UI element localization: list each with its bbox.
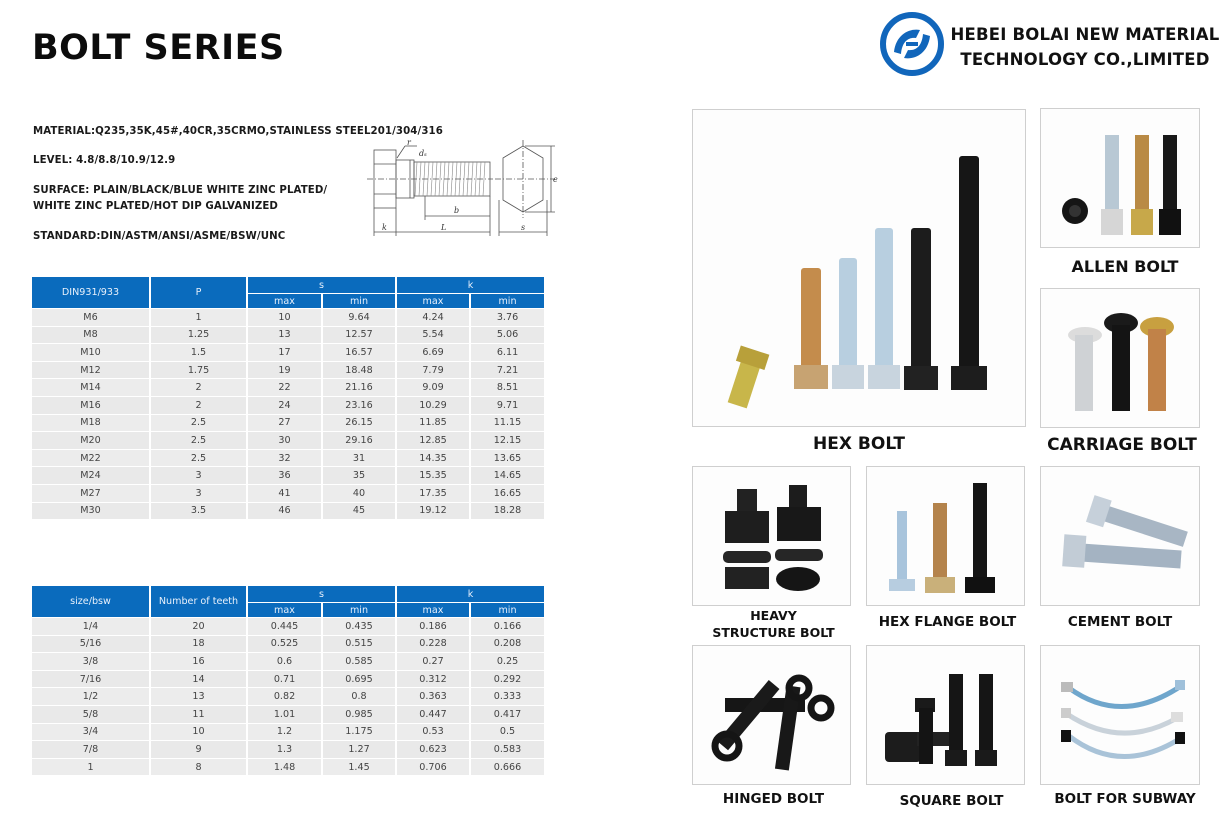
cell-s-min: 18.48: [323, 362, 395, 379]
spec-standard: STANDARD:DIN/ASTM/ANSI/ASME/BSW/UNC: [33, 231, 286, 242]
cell-s-max: 19: [248, 362, 321, 379]
cell-k-max: 4.24: [397, 309, 469, 326]
cell-pitch: 10: [151, 724, 246, 741]
cell-k-min: 6.11: [471, 344, 544, 361]
table-row: [32, 450, 544, 467]
cell-k-max: 12.85: [397, 432, 469, 449]
header-k: k: [397, 586, 544, 602]
cell-s-min: 16.57: [323, 344, 395, 361]
cell-pitch: 1.75: [151, 362, 246, 379]
table-row: [32, 485, 544, 502]
dim-label-ds: dₛ: [419, 149, 427, 158]
table-row: [32, 706, 544, 723]
cell-k-max: 11.85: [397, 415, 469, 432]
product-label-subway-bolt: BOLT FOR SUBWAY: [1054, 791, 1196, 807]
cell-s-max: 0.525: [248, 636, 321, 653]
cell-s-max: 13: [248, 327, 321, 344]
dim-label-r: r: [407, 138, 411, 147]
table-row: [32, 724, 544, 741]
cell-s-max: 30: [248, 432, 321, 449]
square-bolt-illustration-icon: [867, 646, 1025, 785]
cell-k-max: 19.12: [397, 503, 469, 520]
header-size: size/bsw: [32, 586, 149, 617]
cell-k-min: 0.417: [471, 706, 544, 723]
cell-s-min: 1.45: [323, 759, 395, 776]
company-name: [950, 22, 1220, 72]
cement-bolt-illustration-icon: [1041, 467, 1200, 606]
cell-s-min: 21.16: [323, 379, 395, 396]
metric-dimension-table: [30, 276, 546, 520]
cell-pitch: 2.5: [151, 450, 246, 467]
cell-k-min: 11.15: [471, 415, 544, 432]
cell-s-min: 1.175: [323, 724, 395, 741]
cell-k-max: 10.29: [397, 397, 469, 414]
cell-k-min: 0.25: [471, 653, 544, 670]
company-name-line1: HEBEI BOLAI NEW MATERIAL: [950, 25, 1220, 44]
cell-pitch: 16: [151, 653, 246, 670]
cell-pitch: 13: [151, 688, 246, 705]
cell-s-max: 32: [248, 450, 321, 467]
cell-s-max: 1.3: [248, 741, 321, 758]
table-row: [32, 759, 544, 776]
cell-s-min: 9.64: [323, 309, 395, 326]
cell-s-max: 0.445: [248, 618, 321, 635]
dim-label-b: b: [454, 206, 460, 215]
product-image-hex-bolt: [692, 109, 1026, 427]
carriage-bolt-illustration-icon: [1041, 289, 1200, 428]
header-s-min: min: [323, 294, 395, 308]
cell-k-max: 0.228: [397, 636, 469, 653]
cell-s-min: 0.8: [323, 688, 395, 705]
header-k: k: [397, 277, 544, 293]
cell-size: M14: [32, 379, 149, 396]
metric-table-body: [32, 309, 544, 519]
cell-size: 3/4: [32, 724, 149, 741]
cell-k-min: 3.76: [471, 309, 544, 326]
cell-size: 1/4: [32, 618, 149, 635]
header-k-min: min: [471, 294, 544, 308]
cell-s-min: 29.16: [323, 432, 395, 449]
cell-pitch: 1: [151, 309, 246, 326]
hinged-bolt-illustration-icon: [693, 646, 851, 785]
cell-s-max: 1.2: [248, 724, 321, 741]
cell-k-max: 5.54: [397, 327, 469, 344]
cell-pitch: 2: [151, 379, 246, 396]
heavy-structure-bolt-illustration-icon: [693, 467, 851, 606]
cell-size: 7/16: [32, 671, 149, 688]
product-image-subway-bolt: [1040, 645, 1200, 785]
cell-k-min: 13.65: [471, 450, 544, 467]
cell-size: 3/8: [32, 653, 149, 670]
bsw-dimension-table: [30, 585, 546, 776]
cell-pitch: 2.5: [151, 415, 246, 432]
cell-s-min: 12.57: [323, 327, 395, 344]
cell-s-max: 27: [248, 415, 321, 432]
cell-s-max: 0.6: [248, 653, 321, 670]
header-k-min: min: [471, 603, 544, 617]
cell-s-min: 35: [323, 467, 395, 484]
cell-k-max: 0.312: [397, 671, 469, 688]
header-s: s: [248, 586, 395, 602]
product-label-heavy-structure-bolt: [692, 607, 855, 641]
cell-size: M6: [32, 309, 149, 326]
cell-k-max: 7.79: [397, 362, 469, 379]
cell-pitch: 3: [151, 485, 246, 502]
cell-k-max: 9.09: [397, 379, 469, 396]
header-standard: DIN931/933: [32, 277, 149, 308]
table-row: [32, 327, 544, 344]
cell-size: 5/16: [32, 636, 149, 653]
cell-k-min: 0.666: [471, 759, 544, 776]
table-row: [32, 653, 544, 670]
cell-k-max: 15.35: [397, 467, 469, 484]
cell-pitch: 11: [151, 706, 246, 723]
table-row: [32, 344, 544, 361]
spec-surface-line1: SURFACE: PLAIN/BLACK/BLUE WHITE ZINC PLATED/: [33, 185, 328, 196]
header-pitch: P: [151, 277, 246, 308]
cell-size: 5/8: [32, 706, 149, 723]
cell-k-max: 6.69: [397, 344, 469, 361]
cell-s-max: 1.48: [248, 759, 321, 776]
company-name-line2: TECHNOLOGY CO.,LIMITED: [960, 50, 1210, 69]
cell-s-min: 45: [323, 503, 395, 520]
cell-k-min: 16.65: [471, 485, 544, 502]
cell-pitch: 18: [151, 636, 246, 653]
cell-s-max: 0.82: [248, 688, 321, 705]
cell-s-min: 1.27: [323, 741, 395, 758]
cell-s-max: 1.01: [248, 706, 321, 723]
cell-size: 1/2: [32, 688, 149, 705]
cell-pitch: 3.5: [151, 503, 246, 520]
header-s-max: max: [248, 294, 321, 308]
cell-k-min: 0.5: [471, 724, 544, 741]
cell-k-max: 0.706: [397, 759, 469, 776]
page-title: BOLT SERIES: [32, 28, 285, 68]
cell-size: M16: [32, 397, 149, 414]
table-row: [32, 432, 544, 449]
table-row: [32, 503, 544, 520]
dim-label-s: s: [521, 223, 526, 232]
cell-s-min: 0.585: [323, 653, 395, 670]
bsw-table-body: [32, 618, 544, 775]
product-image-cement-bolt: [1040, 466, 1200, 606]
company-logo-icon: [880, 12, 944, 76]
cell-k-min: 5.06: [471, 327, 544, 344]
product-image-hex-flange-bolt: [866, 466, 1025, 606]
header-k-max: max: [397, 603, 469, 617]
cell-s-max: 46: [248, 503, 321, 520]
cell-k-max: 14.35: [397, 450, 469, 467]
cell-k-min: 0.583: [471, 741, 544, 758]
cell-k-max: 0.623: [397, 741, 469, 758]
table-row: [32, 618, 544, 635]
spec-material: MATERIAL:Q235,35K,45#,40CR,35CRMO,STAINLESS STEEL201/304/316: [33, 126, 443, 137]
table-row: [32, 362, 544, 379]
hex-bolt-illustration-icon: [693, 110, 1026, 427]
cell-k-min: 12.15: [471, 432, 544, 449]
product-label-line2: STRUCTURE BOLT: [712, 625, 835, 640]
spec-surface: [33, 183, 327, 215]
cell-k-max: 0.186: [397, 618, 469, 635]
product-label-square-bolt: SQUARE BOLT: [899, 793, 1004, 809]
table-row: [32, 415, 544, 432]
table-row: [32, 688, 544, 705]
cell-size: M12: [32, 362, 149, 379]
allen-bolt-illustration-icon: [1041, 109, 1200, 248]
cell-s-max: 36: [248, 467, 321, 484]
bolt-technical-drawing: [365, 136, 560, 240]
cell-s-max: 0.71: [248, 671, 321, 688]
product-image-heavy-structure-bolt: [692, 466, 851, 606]
cell-k-min: 0.166: [471, 618, 544, 635]
cell-k-max: 0.27: [397, 653, 469, 670]
product-label-hex-bolt: HEX BOLT: [813, 434, 905, 454]
cell-size: M22: [32, 450, 149, 467]
table-row: [32, 741, 544, 758]
cell-size: M8: [32, 327, 149, 344]
cell-pitch: 1.25: [151, 327, 246, 344]
cell-k-min: 0.208: [471, 636, 544, 653]
subway-bolt-illustration-icon: [1041, 646, 1200, 785]
cell-k-min: 18.28: [471, 503, 544, 520]
dim-label-k: k: [382, 223, 387, 232]
cell-pitch: 20: [151, 618, 246, 635]
cell-k-max: 0.363: [397, 688, 469, 705]
product-image-carriage-bolt: [1040, 288, 1200, 428]
product-label-line1: HEAVY: [750, 608, 797, 623]
cell-k-max: 0.53: [397, 724, 469, 741]
product-label-hex-flange-bolt: HEX FLANGE BOLT: [878, 614, 1017, 630]
cell-pitch: 3: [151, 467, 246, 484]
cell-size: M20: [32, 432, 149, 449]
product-label-hinged-bolt: HINGED BOLT: [722, 791, 825, 807]
cell-k-min: 14.65: [471, 467, 544, 484]
cell-s-min: 0.985: [323, 706, 395, 723]
dim-label-L: L: [441, 223, 447, 232]
spec-level: LEVEL: 4.8/8.8/10.9/12.9: [33, 155, 176, 166]
cell-size: M27: [32, 485, 149, 502]
cell-pitch: 14: [151, 671, 246, 688]
product-image-allen-bolt: [1040, 108, 1200, 248]
cell-pitch: 9: [151, 741, 246, 758]
cell-s-min: 0.435: [323, 618, 395, 635]
cell-k-min: 8.51: [471, 379, 544, 396]
cell-k-max: 0.447: [397, 706, 469, 723]
cell-s-max: 10: [248, 309, 321, 326]
table-row: [32, 309, 544, 326]
cell-k-min: 0.333: [471, 688, 544, 705]
table-row: [32, 671, 544, 688]
header-teeth: Number of teeth: [151, 586, 246, 617]
dim-label-e: e: [553, 175, 558, 184]
cell-size: M24: [32, 467, 149, 484]
cell-s-min: 23.16: [323, 397, 395, 414]
cell-k-min: 9.71: [471, 397, 544, 414]
header-k-max: max: [397, 294, 469, 308]
product-image-square-bolt: [866, 645, 1025, 785]
cell-size: 7/8: [32, 741, 149, 758]
product-label-allen-bolt: ALLEN BOLT: [1071, 257, 1179, 276]
header-s: s: [248, 277, 395, 293]
cell-size: M18: [32, 415, 149, 432]
product-image-hinged-bolt: [692, 645, 851, 785]
cell-pitch: 2.5: [151, 432, 246, 449]
table-row: [32, 636, 544, 653]
cell-pitch: 8: [151, 759, 246, 776]
table-row: [32, 467, 544, 484]
cell-s-min: 0.695: [323, 671, 395, 688]
cell-s-min: 40: [323, 485, 395, 502]
hex-flange-bolt-illustration-icon: [867, 467, 1025, 606]
cell-pitch: 2: [151, 397, 246, 414]
table-row: [32, 397, 544, 414]
cell-k-min: 7.21: [471, 362, 544, 379]
cell-size: M30: [32, 503, 149, 520]
cell-size: 1: [32, 759, 149, 776]
cell-s-max: 24: [248, 397, 321, 414]
cell-pitch: 1.5: [151, 344, 246, 361]
cell-s-min: 31: [323, 450, 395, 467]
cell-s-max: 22: [248, 379, 321, 396]
cell-size: M10: [32, 344, 149, 361]
cell-k-max: 17.35: [397, 485, 469, 502]
cell-k-min: 0.292: [471, 671, 544, 688]
header-s-max: max: [248, 603, 321, 617]
cell-s-min: 0.515: [323, 636, 395, 653]
header-s-min: min: [323, 603, 395, 617]
cell-s-max: 41: [248, 485, 321, 502]
spec-surface-line2: WHITE ZINC PLATED/HOT DIP GALVANIZED: [33, 201, 278, 212]
product-label-cement-bolt: CEMENT BOLT: [1067, 614, 1173, 630]
product-label-carriage-bolt: CARRIAGE BOLT: [1047, 435, 1197, 455]
cell-s-min: 26.15: [323, 415, 395, 432]
table-row: [32, 379, 544, 396]
cell-s-max: 17: [248, 344, 321, 361]
